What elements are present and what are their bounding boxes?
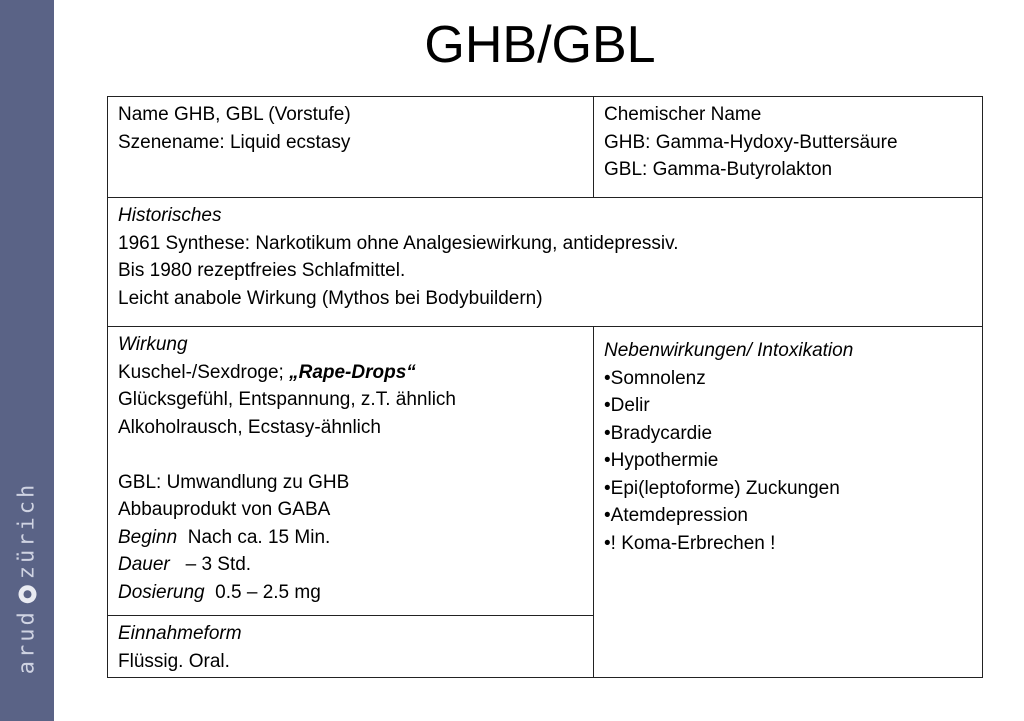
effect-heading: Wirkung: [118, 334, 188, 355]
brand-logo: [15, 482, 40, 674]
intake-form-cell: [107, 615, 594, 678]
history-line: Bis 1980 rezeptfreies Schlafmittel.: [118, 260, 406, 281]
name-cell: [107, 96, 594, 198]
side-effects-heading: Nebenwirkungen/ Intoxikation: [604, 340, 854, 361]
dosage-label: Dosierung: [118, 581, 205, 603]
intake-form-value: Flüssig. Oral.: [118, 650, 230, 672]
side-effects-cell: [593, 326, 983, 678]
effect-line-3: Alkoholrausch, Ecstasy-ähnlich: [118, 416, 381, 438]
spacer: [118, 441, 583, 469]
effect-cell: [107, 326, 594, 616]
list-item: •Epi(leptoforme) Zuckungen: [604, 477, 840, 499]
list-item: •Atemdepression: [604, 505, 748, 526]
brand-sidebar: [0, 0, 54, 721]
brand-left-text: arud: [14, 609, 40, 675]
chemical-name-cell: [593, 96, 983, 198]
effect-line-2: Glücksgefühl, Entspannung, z.T. ähnlich: [118, 389, 456, 410]
duration-label: Dauer: [118, 554, 170, 575]
list-item: •Hypothermie: [604, 450, 719, 471]
gbl-chemical-line: GBL: Gamma-Butyrolakton: [604, 159, 833, 180]
rape-drops-emphasis: „Rape-Drops“: [289, 361, 416, 383]
gaba-line: Abbauprodukt von GABA: [118, 499, 331, 520]
effect-line-1-prefix: Kuschel-/Sexdroge;: [118, 361, 290, 383]
list-item: •Delir: [604, 395, 650, 416]
list-item: •! Koma-Erbrechen !: [604, 532, 776, 554]
effect-line-1: [118, 359, 583, 387]
dosage-value: 0.5 – 2.5 mg: [215, 581, 321, 603]
chemical-name-heading: Chemischer Name: [604, 104, 762, 125]
duration-line: [118, 551, 583, 579]
history-heading: Historisches: [118, 205, 222, 226]
onset-line: [118, 524, 583, 552]
dosage-line: [118, 579, 583, 607]
history-line: Leicht anabole Wirkung (Mythos bei Bodybuildern): [118, 287, 543, 309]
brand-right-text: zürich: [14, 481, 40, 580]
name-line: Name GHB, GBL (Vorstufe): [118, 104, 351, 125]
onset-value: Nach ca. 15 Min.: [187, 526, 331, 548]
list-item: •Somnolenz: [604, 367, 706, 389]
scene-name-line: Szenename: Liquid ecstasy: [118, 131, 351, 153]
intake-form-heading: Einnahmeform: [118, 623, 242, 644]
onset-label: Beginn: [118, 526, 178, 548]
brand-flower-icon: [18, 585, 36, 603]
history-cell: [107, 197, 983, 327]
gbl-conversion-line: GBL: Umwandlung zu GHB: [118, 471, 350, 493]
history-line: 1961 Synthese: Narkotikum ohne Analgesiewirkung, antidepressiv.: [118, 232, 679, 254]
list-item: •Bradycardie: [604, 422, 713, 444]
page-title: GHB/GBL: [424, 16, 656, 74]
ghb-chemical-line: GHB: Gamma-Hydoxy-Buttersäure: [604, 131, 898, 153]
duration-value: – 3 Std.: [185, 554, 252, 575]
